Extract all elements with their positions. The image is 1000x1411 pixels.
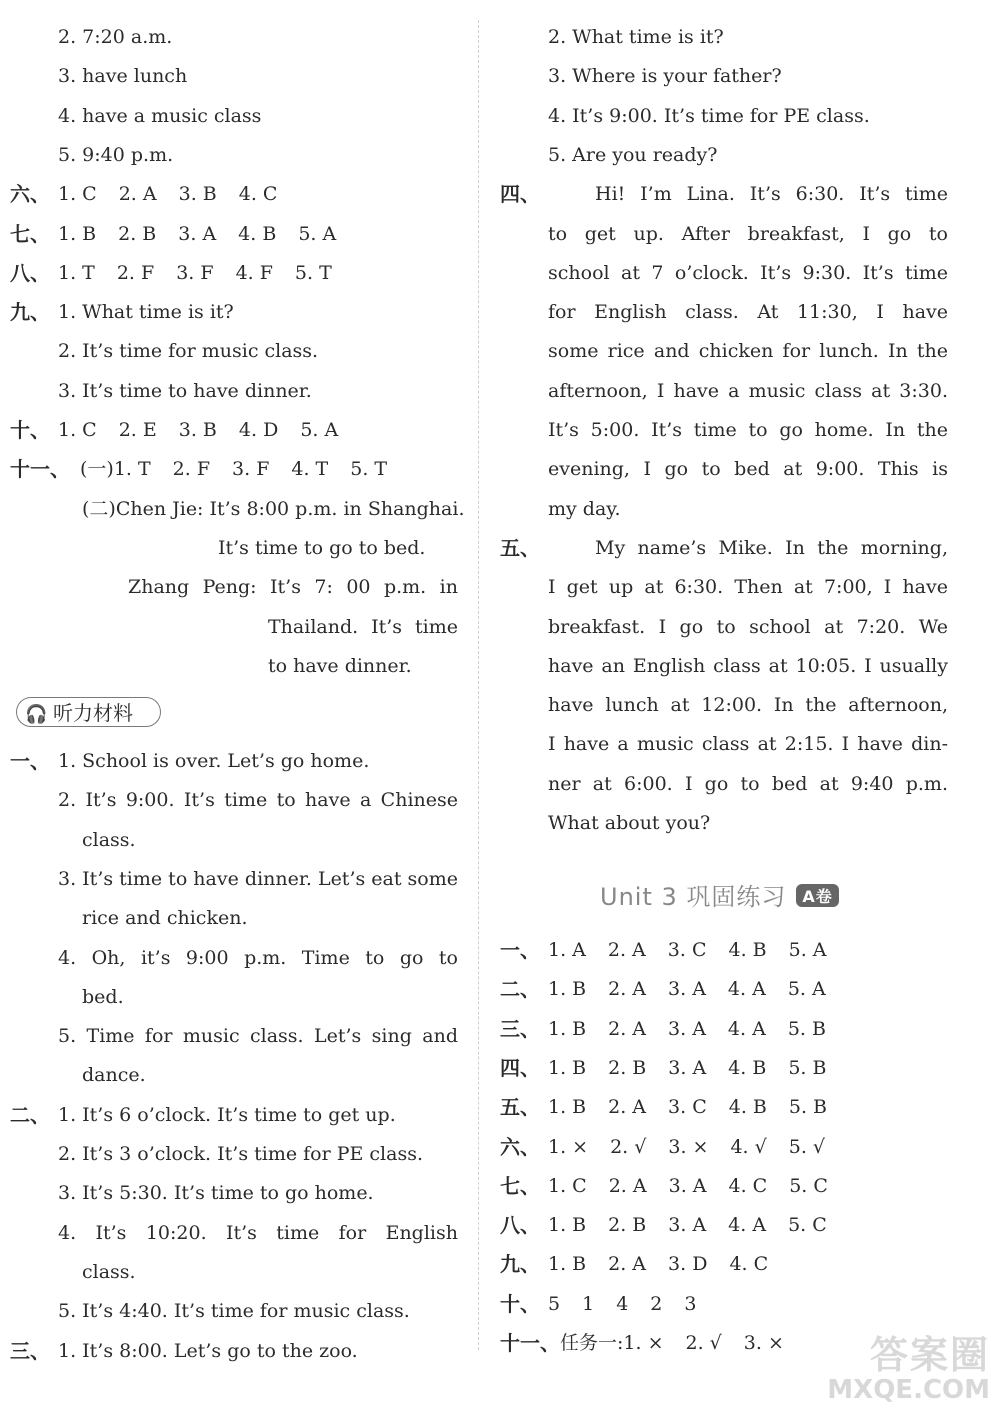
passage-line bbox=[490, 810, 960, 850]
passage-line bbox=[490, 299, 960, 339]
section-label: 二、 bbox=[500, 977, 540, 1002]
answer-items bbox=[80, 456, 458, 482]
answer-items bbox=[548, 1055, 948, 1081]
answer-item: 2. A bbox=[608, 978, 647, 1001]
section-label: 七、 bbox=[500, 1173, 540, 1198]
line-text: It’s 5:00. It’s time to go home. In the bbox=[548, 419, 948, 441]
answer-items bbox=[548, 937, 948, 963]
column-divider bbox=[478, 20, 480, 1350]
section-label: 五、 bbox=[500, 1095, 540, 1120]
answer-item: 2. A bbox=[118, 183, 157, 206]
section-label: 十、 bbox=[500, 1291, 540, 1316]
listening-line bbox=[0, 1259, 470, 1299]
line-text: dance. bbox=[82, 1064, 146, 1087]
line-text: 4. have a music class bbox=[58, 104, 262, 127]
passage-line bbox=[490, 260, 960, 300]
answer-line bbox=[490, 63, 960, 103]
line-text: 2. What time is it? bbox=[548, 26, 724, 48]
answer-item: 5 bbox=[548, 1292, 561, 1315]
answer-item: 3. × bbox=[743, 1332, 784, 1354]
line-text: What about you? bbox=[548, 812, 711, 834]
line-text: 4. It’s 10:20. It’s time for English bbox=[58, 1221, 458, 1244]
answer-line bbox=[490, 24, 960, 64]
section-label: 八、 bbox=[10, 260, 50, 285]
answer-item: 4. C bbox=[729, 1253, 769, 1276]
answer-item: 2. A bbox=[608, 1253, 647, 1276]
line-text: class. bbox=[82, 828, 136, 851]
answer-items bbox=[548, 1173, 948, 1199]
answer-item: 5. T bbox=[350, 458, 388, 481]
line-text: 1. It’s 6 o’clock. It’s time to get up. bbox=[58, 1103, 396, 1126]
listening-line bbox=[0, 1062, 470, 1102]
passage-line bbox=[490, 535, 960, 575]
answer-item: 2. E bbox=[118, 419, 157, 441]
answer-items bbox=[548, 1251, 948, 1277]
listening-line bbox=[0, 1023, 470, 1063]
answer-items bbox=[58, 417, 458, 443]
answer-item: 5. B bbox=[788, 1056, 827, 1079]
listening-line bbox=[0, 787, 470, 827]
unit-title bbox=[600, 877, 839, 912]
line-text: evening, I go to bed at 9:00. This is bbox=[548, 458, 948, 481]
answer-item: 3. A bbox=[668, 978, 706, 1001]
passage-line bbox=[490, 771, 960, 811]
line-text: Thailand. It’s time bbox=[268, 615, 458, 638]
answer-item: 5. C bbox=[789, 1174, 828, 1197]
line-text: 1. School is over. Let’s go home. bbox=[58, 750, 370, 772]
listening-line bbox=[0, 748, 470, 788]
section-label: 五、 bbox=[500, 535, 540, 560]
answer-items bbox=[548, 1291, 948, 1317]
answer-item: 5. A bbox=[788, 939, 827, 961]
answer-line bbox=[0, 63, 470, 103]
line-text: Zhang Peng: It’s 7: 00 p.m. in bbox=[128, 576, 458, 599]
line-text: It’s time to go to bed. bbox=[218, 536, 426, 559]
section-label: 二、 bbox=[10, 1102, 50, 1127]
answer-item: 3. A bbox=[668, 1214, 707, 1237]
answer-items bbox=[58, 221, 458, 247]
answer-line bbox=[0, 653, 470, 693]
passage-line bbox=[490, 181, 960, 221]
line-text: to have dinner. bbox=[268, 654, 412, 677]
answer-item: (一)1. T bbox=[80, 458, 151, 481]
line-text: have lunch at 12:00. In the afternoon, bbox=[548, 694, 948, 717]
watermark bbox=[827, 1332, 990, 1406]
listening-line bbox=[0, 1180, 470, 1220]
answer-item: 3. F bbox=[232, 458, 270, 481]
answer-line bbox=[0, 574, 470, 614]
answer-line bbox=[0, 614, 470, 654]
answer-item: 5. A bbox=[787, 978, 826, 1001]
answer-item: 3. A bbox=[178, 222, 217, 245]
line-text: for English class. At 11:30, I have bbox=[548, 301, 948, 324]
headphones-icon: 🎧 bbox=[25, 704, 48, 725]
passage-line bbox=[490, 378, 960, 418]
answer-item: 5. T bbox=[294, 261, 332, 284]
answer-item: 5. √ bbox=[788, 1135, 826, 1158]
answer-item: 任务一:1. × bbox=[560, 1332, 664, 1354]
line-text: have an English class at 10:05. I usually bbox=[548, 654, 948, 677]
answer-item: 2 bbox=[650, 1292, 663, 1315]
line-text: rice and chicken. bbox=[82, 907, 248, 930]
line-text: 2. 7:20 a.m. bbox=[58, 26, 173, 48]
answer-items bbox=[548, 1016, 948, 1042]
passage-line bbox=[490, 338, 960, 378]
answer-item: 1. C bbox=[58, 183, 97, 206]
listening-line bbox=[0, 1298, 470, 1338]
answer-item: 4. D bbox=[238, 419, 279, 441]
answer-line bbox=[0, 299, 470, 339]
answer-item: 1. B bbox=[548, 1056, 587, 1079]
listening-line bbox=[0, 1102, 470, 1142]
unit-answer-row bbox=[490, 976, 960, 1016]
section-label: 六、 bbox=[500, 1134, 540, 1159]
line-text: 2. It’s time for music class. bbox=[58, 340, 319, 363]
line-text: breakfast. I go to school at 7:20. We bbox=[548, 615, 948, 638]
line-text: 3. It’s time to have dinner. bbox=[58, 379, 312, 402]
line-text: school at 7 o’clock. It’s 9:30. It’s time bbox=[548, 261, 948, 284]
answer-line bbox=[0, 535, 470, 575]
watermark-line2: MXQE.COM bbox=[827, 1375, 990, 1406]
unit-answer-row bbox=[490, 937, 960, 977]
answer-line bbox=[0, 378, 470, 418]
answer-item: 5. C bbox=[788, 1214, 827, 1237]
section-label: 一、 bbox=[10, 749, 50, 773]
section-label: 四、 bbox=[500, 182, 540, 207]
answer-item: 3. C bbox=[668, 1096, 707, 1119]
listening-line bbox=[0, 827, 470, 867]
line-text: class. bbox=[82, 1260, 136, 1283]
line-text: 3. have lunch bbox=[58, 65, 188, 88]
answer-item: 5. B bbox=[787, 1017, 826, 1040]
answer-line bbox=[0, 142, 470, 182]
line-text: bed. bbox=[82, 985, 124, 1008]
listening-line bbox=[0, 984, 470, 1024]
passage-line bbox=[490, 614, 960, 654]
answer-item: 4. B bbox=[728, 1096, 767, 1119]
listening-line bbox=[0, 905, 470, 945]
answer-item: 4. C bbox=[728, 1174, 768, 1197]
answer-item: 1. B bbox=[548, 1214, 587, 1237]
line-text: 1. What time is it? bbox=[58, 301, 234, 324]
answer-item: 2. F bbox=[172, 458, 211, 481]
line-text: ner at 6:00. I go to bed at 9:40 p.m. bbox=[548, 772, 948, 795]
section-label: 三、 bbox=[500, 1016, 540, 1041]
listening-line bbox=[0, 1141, 470, 1181]
answer-item: 4. F bbox=[235, 261, 273, 284]
answer-item: 1. B bbox=[548, 978, 587, 1001]
answer-item: 2. √ bbox=[610, 1135, 647, 1158]
answer-item: 3. F bbox=[176, 261, 214, 284]
section-label: 四、 bbox=[500, 1055, 540, 1080]
answer-item: 5. A bbox=[300, 419, 339, 441]
answer-item: 4. C bbox=[238, 183, 278, 206]
answer-item: 1. C bbox=[548, 1174, 587, 1197]
answer-items bbox=[548, 976, 948, 1002]
answer-item: 2. A bbox=[607, 939, 646, 961]
answer-line bbox=[0, 496, 470, 536]
line-text: 5. Are you ready? bbox=[548, 143, 718, 166]
answer-row bbox=[0, 456, 470, 496]
answer-row bbox=[0, 260, 470, 300]
passage-line bbox=[490, 574, 960, 614]
answer-item: 1. B bbox=[548, 1017, 587, 1040]
unit-answer-row bbox=[490, 1251, 960, 1291]
passage-line bbox=[490, 417, 960, 457]
answer-item: 4. A bbox=[727, 1017, 766, 1040]
answer-line bbox=[0, 338, 470, 378]
answer-items bbox=[548, 1134, 948, 1160]
passage-line bbox=[490, 456, 960, 496]
passage-line bbox=[490, 731, 960, 771]
answer-item: 1. A bbox=[548, 939, 586, 961]
passage-line bbox=[490, 692, 960, 732]
answer-item: 2. A bbox=[608, 1017, 647, 1040]
passage-line bbox=[490, 653, 960, 693]
line-text: 4. Oh, it’s 9:00 p.m. Time to go to bbox=[58, 946, 458, 969]
section-label: 七、 bbox=[10, 221, 50, 246]
answer-items bbox=[548, 1094, 948, 1120]
section-label: 六、 bbox=[10, 182, 50, 207]
line-text: to get up. After breakfast, I go to bbox=[548, 222, 948, 245]
watermark-line1: 答案圈 bbox=[869, 1332, 990, 1377]
line-text: My name’s Mike. In the morning, bbox=[595, 536, 948, 559]
section-label: 十一、 bbox=[500, 1331, 560, 1355]
unit-title-text: Unit 3 巩固练习 bbox=[600, 883, 787, 911]
answer-item: 1. B bbox=[548, 1253, 587, 1276]
line-text: my day. bbox=[548, 497, 621, 520]
answer-item: 3 bbox=[684, 1292, 697, 1315]
answer-item: 3. A bbox=[668, 1174, 707, 1197]
answer-item: 3. × bbox=[668, 1135, 709, 1158]
line-text: 1. It’s 8:00. Let’s go to the zoo. bbox=[58, 1339, 358, 1362]
line-text: 5. It’s 4:40. It’s time for music class. bbox=[58, 1300, 410, 1323]
passage-line bbox=[490, 221, 960, 261]
section-label: 十、 bbox=[10, 418, 50, 442]
answer-row bbox=[0, 221, 470, 261]
line-text: Hi! I’m Lina. It’s 6:30. It’s time bbox=[595, 183, 948, 206]
line-text: 2. It’s 3 o’clock. It’s time for PE class. bbox=[58, 1143, 423, 1165]
line-text: 2. It’s 9:00. It’s time to have a Chinese bbox=[58, 789, 458, 812]
line-text: afternoon, I have a music class at 3:30. bbox=[548, 379, 948, 402]
answer-row bbox=[0, 181, 470, 221]
answer-item: 4. B bbox=[238, 222, 277, 245]
answer-line bbox=[0, 103, 470, 143]
section-title-text: 听力材料 bbox=[53, 701, 133, 725]
line-text: 4. It’s 9:00. It’s time for PE class. bbox=[548, 104, 870, 127]
answer-item: 5. A bbox=[298, 222, 337, 245]
answer-line bbox=[490, 103, 960, 143]
listening-line bbox=[0, 866, 470, 906]
line-text: 5. Time for music class. Let’s sing and bbox=[58, 1025, 458, 1048]
answer-item: 1. T bbox=[58, 261, 95, 284]
answer-item: 3. A bbox=[668, 1056, 707, 1079]
answer-items bbox=[58, 260, 458, 286]
line-text: I have a music class at 2:15. I have din- bbox=[548, 733, 948, 756]
unit-answer-row bbox=[490, 1212, 960, 1252]
answer-item: 2. B bbox=[118, 222, 157, 245]
answer-item: 3. B bbox=[178, 183, 217, 206]
answer-item: 1. × bbox=[548, 1135, 589, 1158]
unit-badge: A卷 bbox=[796, 884, 838, 907]
listening-line bbox=[0, 1220, 470, 1260]
answer-item: 2. √ bbox=[685, 1332, 722, 1354]
answer-item: 3. A bbox=[668, 1017, 706, 1040]
line-text: 5. 9:40 p.m. bbox=[58, 143, 174, 166]
line-text: (二)Chen Jie: It’s 8:00 p.m. in Shanghai. bbox=[82, 497, 465, 520]
answer-item: 4. A bbox=[727, 978, 766, 1001]
unit-answer-row bbox=[490, 1094, 960, 1134]
listening-line bbox=[0, 945, 470, 985]
listening-section-title bbox=[16, 697, 161, 727]
unit-answer-row bbox=[490, 1016, 960, 1056]
section-label: 九、 bbox=[10, 300, 50, 325]
unit-answer-row bbox=[490, 1173, 960, 1213]
line-text: 3. Where is your father? bbox=[548, 65, 782, 88]
answer-item: 1. C bbox=[58, 419, 97, 441]
unit-answer-row bbox=[490, 1291, 960, 1331]
section-label: 一、 bbox=[500, 938, 540, 962]
answer-item: 4 bbox=[616, 1292, 629, 1315]
section-label: 十一、 bbox=[10, 457, 70, 482]
answer-item: 4. T bbox=[291, 458, 329, 481]
answer-item: 3. B bbox=[178, 419, 217, 441]
answer-items bbox=[548, 1212, 948, 1238]
answer-item: 4. B bbox=[728, 1056, 767, 1079]
answer-line bbox=[490, 142, 960, 182]
answer-item: 1. B bbox=[548, 1096, 587, 1119]
section-label: 三、 bbox=[10, 1338, 50, 1363]
answer-item: 2. F bbox=[116, 261, 155, 284]
answer-item: 2. B bbox=[608, 1056, 647, 1079]
answer-item: 3. C bbox=[667, 939, 707, 961]
passage-line bbox=[490, 496, 960, 536]
answer-item: 1 bbox=[582, 1292, 595, 1315]
line-text: I get up at 6:30. Then at 7:00, I have bbox=[548, 576, 948, 599]
answer-item: 5. B bbox=[788, 1096, 828, 1119]
answer-item: 1. B bbox=[58, 222, 97, 245]
answer-line bbox=[0, 24, 470, 64]
line-text: 3. It’s time to have dinner. Let’s eat some bbox=[58, 867, 458, 890]
answer-item: 4. A bbox=[728, 1214, 767, 1237]
answer-item: 2. B bbox=[608, 1214, 647, 1237]
answer-item: 4. B bbox=[728, 939, 767, 961]
answer-item: 4. √ bbox=[730, 1135, 767, 1158]
line-text: 3. It’s 5:30. It’s time to go home. bbox=[58, 1182, 374, 1205]
section-label: 九、 bbox=[500, 1252, 540, 1277]
answer-items bbox=[58, 181, 458, 207]
unit-answer-row bbox=[490, 1055, 960, 1095]
listening-line bbox=[0, 1338, 470, 1378]
answer-item: 2. A bbox=[608, 1174, 647, 1197]
answer-row bbox=[0, 417, 470, 457]
answer-item: 2. A bbox=[608, 1096, 647, 1119]
section-label: 八、 bbox=[500, 1213, 540, 1238]
answer-item: 3. D bbox=[668, 1253, 708, 1276]
line-text: some rice and chicken for lunch. In the bbox=[548, 340, 948, 363]
unit-answer-row bbox=[490, 1134, 960, 1174]
